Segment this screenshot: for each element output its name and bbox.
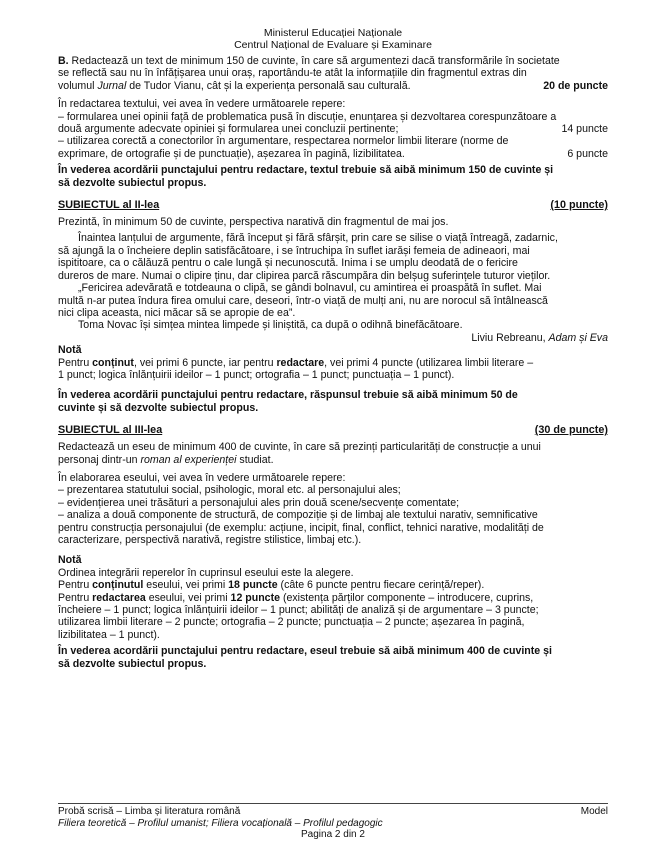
subject-3-task-2: personaj dintr-un — [58, 453, 141, 466]
nota-text: eseului, vei primi — [143, 579, 229, 592]
author: Liviu Rebreanu, — [471, 331, 549, 344]
nota-text: Ordinea integrării reperelor în cuprinsul eseului este la alegere. — [58, 566, 354, 579]
fragment-line: Toma Novac își simțea mintea limpede și liniștită, ca după o odihnă binefăcătoare. — [78, 319, 463, 332]
jurnal-title: Jurnal — [97, 79, 127, 92]
nota-text: 1 punct; logica înlănțuirii ideilor – 1 punct; ortografia – 1 punct; punctuația – 1 punct). — [58, 368, 455, 381]
part-b-landmark-2: – utilizarea corectă a conectorilor în argumentare, respectarea normelor limbii literare (norme de — [58, 135, 509, 148]
part-b-landmarks-intro: În redactarea textului, vei avea în vedere următoarele repere: — [58, 98, 346, 111]
nota-bold: conținut — [92, 356, 134, 369]
part-b-task-2: se reflectă sau nu în înfățișarea unui oraș, raportându-te atât la informațiile din fragmentul extras din — [58, 67, 527, 80]
nota-text: Pentru — [58, 591, 93, 604]
nota-text: eseului, vei primi — [145, 591, 231, 604]
fragment-line: dureros de mare. Numai o clipire ținu, dar clipirea parcă răscumpăra din belșug suferințele tuturor vieților. — [58, 269, 551, 282]
footer-model: Model — [580, 806, 608, 817]
nota-bold: redactarea — [92, 591, 146, 604]
fragment-line: multă n-ar putea îndura firea omului care, deseori, într-o viață de mulți ani, nu are norocul să întâlnească — [58, 294, 548, 307]
part-b-landmark-2-points: 6 puncte — [567, 147, 608, 160]
page-footer — [58, 803, 608, 841]
fragment-line: nici clipa aceasta, nici măcar să se apropie de ea”. — [58, 306, 296, 319]
fragment-source — [58, 332, 608, 344]
subject-2-nota-title: Notă — [58, 344, 82, 357]
subject-3-title: SUBIECTUL al III-lea — [58, 424, 163, 437]
nota-text: Pentru — [58, 579, 93, 592]
subject-2-note-1: În vederea acordării punctajului pentru redactare, răspunsul trebuie să aibă minimum 50 de — [58, 389, 518, 402]
subject-3-landmark: caracterizare, perspectivă narativă, registre stilistice, limbaj etc.). — [58, 534, 362, 546]
subject-3-landmark: – prezentarea statutului social, psihologic, moral etc. al personajului ales; — [58, 484, 401, 497]
part-b-points: 20 de puncte — [543, 79, 608, 92]
nota-text: Pentru — [58, 356, 93, 369]
novel-type: roman al experienței — [140, 453, 237, 466]
nota-text: încheiere – 1 punct; logica înlănțuirii ideilor – 1 punct; abilități de analiză și de argumentare – 3 puncte; — [58, 604, 539, 617]
subject-2 — [58, 199, 608, 414]
nota-text: , vei primi 4 puncte (utilizarea limbii literare – — [324, 356, 534, 369]
fragment-line: ispititoare, ca o călăuză pentru o cale lungă și necunoscută. Inima i se umplu deodată de o fericire — [58, 257, 518, 270]
part-b-task-1: Redactează un text de minimum 150 de cuvinte, în care să argumentezi dacă transformările în societate — [71, 55, 560, 67]
part-b-note-1: În vederea acordării punctajului pentru redactare, textul trebuie să aibă minimum 150 de cuvinte și — [58, 164, 554, 177]
part-b-landmark-1-points: 14 puncte — [561, 123, 608, 136]
nota-bold: conținutul — [92, 579, 144, 592]
footer-profile: Filiera teoretică – Profilul umanist; Filiera vocațională – Profilul pedagogic — [58, 817, 383, 829]
nota-bold: 12 puncte — [230, 591, 280, 604]
nota-text: lizibilitatea – 1 punct). — [58, 628, 160, 641]
page-header — [58, 0, 608, 51]
subject-3-nota-title: Notă — [58, 554, 82, 567]
subject-3-note-1: În vederea acordării punctajului pentru redactare, eseul trebuie să aibă minimum 400 de cuvinte și — [58, 645, 552, 658]
footer-exam: Probă scrisă – Limba și literatura română — [58, 806, 241, 817]
ministry-name: Ministerul Educației Naționale — [263, 27, 403, 39]
subject-2-title: SUBIECTUL al II-lea — [58, 199, 160, 212]
exam-page — [58, 0, 608, 670]
part-b-task-3-end: de Tudor Vianu, cât și la experiența personală sau culturală. — [126, 79, 411, 92]
subject-2-note-2: cuvinte și să dezvolte subiectul propus. — [58, 401, 259, 414]
part-b-landmark-1: – formularea unei opinii față de problematica pusă în discuție, enunțarea și dezvoltarea corespunzătoare a — [58, 110, 557, 123]
footer-page-number: Pagina 2 din 2 — [301, 829, 365, 840]
subject-3-landmarks-intro: În elaborarea eseului, vei avea în vedere următoarele repere: — [58, 471, 346, 484]
subject-2-points: (10 puncte) — [550, 199, 608, 212]
subject-3 — [58, 424, 608, 670]
part-b-label: B. — [58, 55, 69, 67]
work-title: Adam și Eva — [548, 331, 608, 344]
part-b-landmark-2-cont: exprimare, de ortografie și de punctuație), așezarea în pagină, lizibilitatea. — [58, 147, 405, 160]
subject-3-note-2: să dezvolte subiectul propus. — [58, 657, 207, 670]
part-b-note-2: să dezvolte subiectul propus. — [58, 176, 207, 189]
nota-text: utilizarea limbii literare – 2 puncte; ortografia – 2 puncte; punctuația – 2 puncte; așezarea în pagină, — [58, 616, 525, 629]
nota-bold: 18 puncte — [228, 579, 278, 592]
part-b — [58, 55, 608, 189]
part-b-task-3: volumul — [58, 79, 98, 92]
subject-3-landmark: – analiza a două componente de structură, de compoziție și de limbaj ale textului narativ, semnificative — [58, 509, 538, 522]
subject-3-landmark: – evidențierea unei trăsături a personajului ales prin două scene/secvențe comentate; — [58, 496, 460, 509]
nota-text: (câte 6 puncte pentru fiecare cerință/reper). — [277, 579, 485, 592]
subject-2-task: Prezintă, în minimum 50 de cuvinte, perspectiva narativă din fragmentul de mai jos. — [58, 216, 449, 229]
nota-bold: redactare — [276, 356, 325, 369]
nota-text: (existența părților componente – introducere, cuprins, — [280, 591, 534, 604]
nota-text: , vei primi 6 puncte, iar pentru — [133, 356, 277, 369]
subject-3-task-1: Redactează un eseu de minimum 400 de cuvinte, în care să prezinți particularități de construcție a unui — [58, 441, 541, 454]
center-name: Centrul Național de Evaluare și Examinare — [234, 39, 432, 51]
fragment-line: să ajungă la o încheiere deplin satisfăcătoare, i se întruchipa în suflet iarăși femeia de adineaori, mai — [58, 244, 530, 257]
subject-3-points: (30 de puncte) — [534, 424, 608, 437]
part-b-landmark-1-cont: două argumente adecvate opiniei și formularea unei concluzii pertinente; — [58, 123, 399, 136]
subject-3-landmark: pentru construcția personajului (de exemplu: acțiune, incipit, final, conflict, tehnici narative, modalități de — [58, 521, 544, 534]
fragment-line: Înaintea lanțului de argumente, fără început și fără sfârșit, prin care se silise o viață întreagă, zadarnic, — [78, 232, 558, 245]
subject-3-task-2-end: studiat. — [236, 453, 274, 466]
footer-divider — [58, 803, 608, 804]
fragment-line: „Fericirea adevărată e totdeauna o clipă, se gândi bolnavul, cu amintirea ei proaspătă în suflet. Mai — [78, 282, 542, 295]
